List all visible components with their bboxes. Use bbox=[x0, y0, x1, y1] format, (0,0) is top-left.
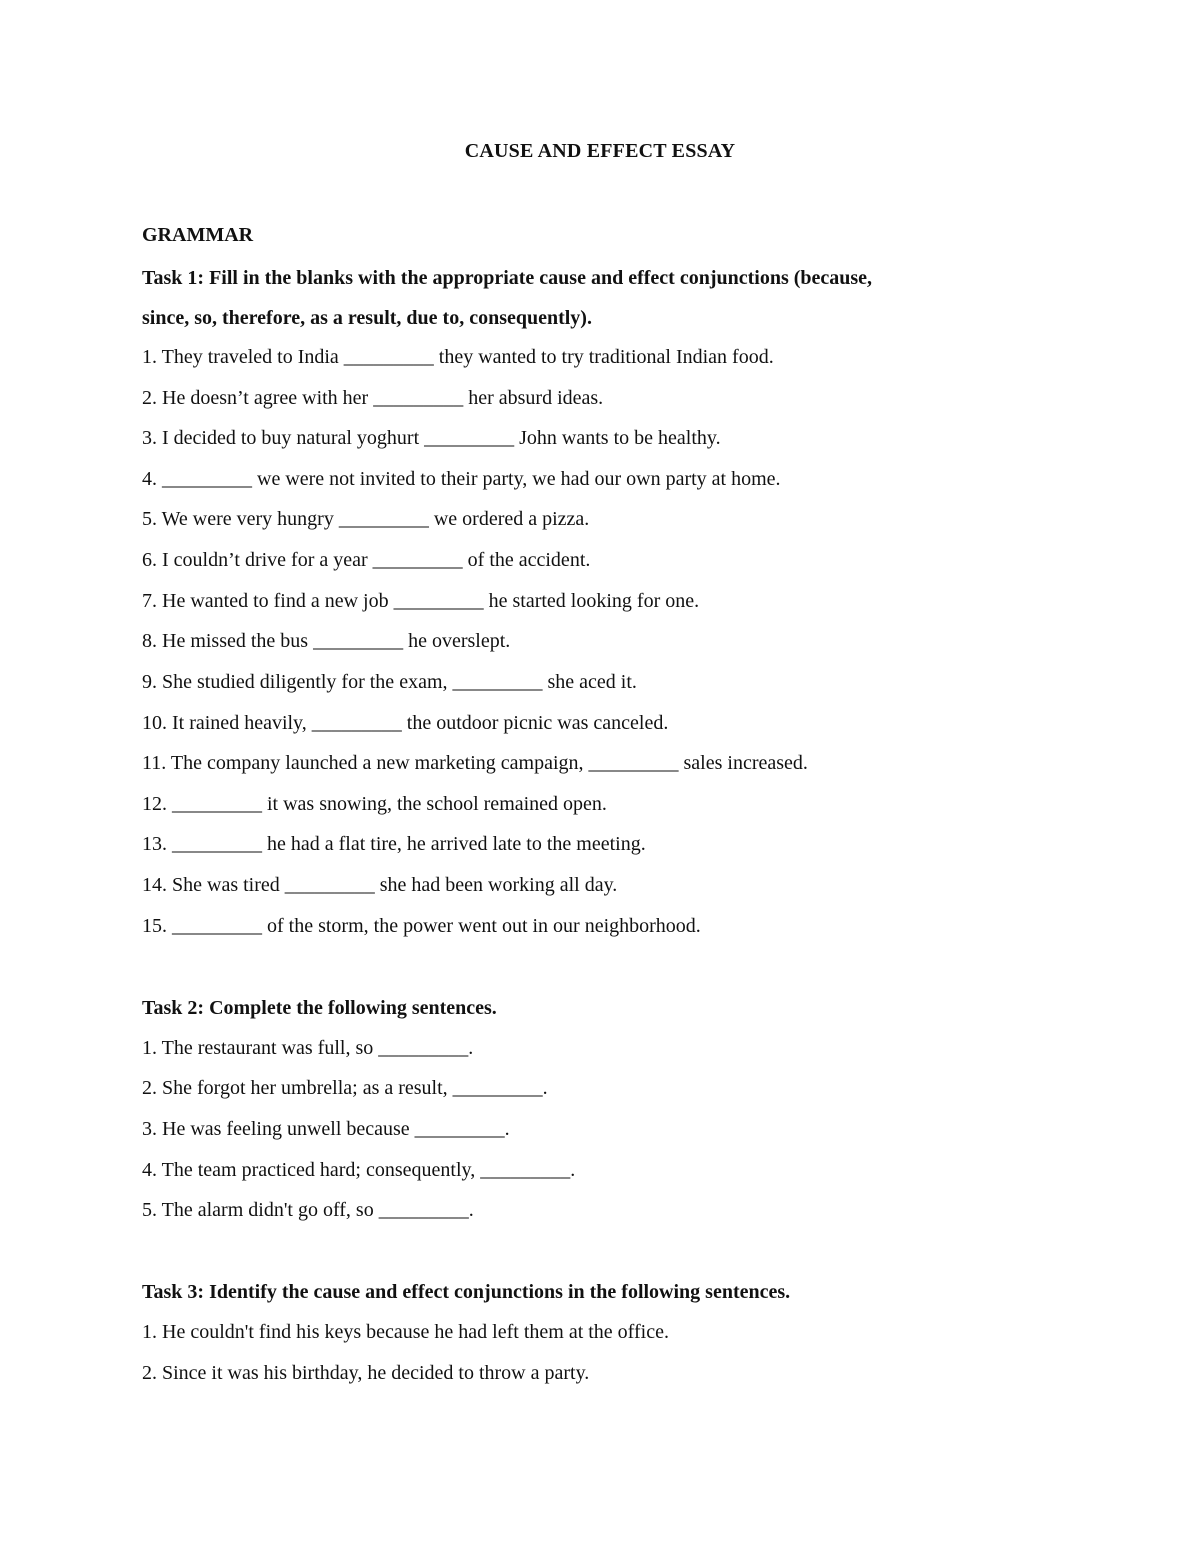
task3-heading: Task 3: Identify the cause and effect conjunctions in the following sentences. bbox=[142, 1281, 791, 1303]
task2-item: 5. The alarm didn't go off, so _________. bbox=[142, 1199, 474, 1221]
task1-item: 3. I decided to buy natural yoghurt _________ John wants to be healthy. bbox=[142, 427, 721, 449]
task1-item: 10. It rained heavily, _________ the outdoor picnic was canceled. bbox=[142, 712, 669, 734]
task1-item: 2. He doesn’t agree with her _________ her absurd ideas. bbox=[142, 387, 604, 409]
task1-item: 12. _________ it was snowing, the school remained open. bbox=[142, 793, 607, 815]
task1-item: 4. _________ we were not invited to their party, we had our own party at home. bbox=[142, 468, 781, 490]
task1-item: 13. _________ he had a flat tire, he arrived late to the meeting. bbox=[142, 833, 646, 855]
task3-item: 1. He couldn't find his keys because he had left them at the office. bbox=[142, 1321, 669, 1343]
task1-item: 8. He missed the bus _________ he overslept. bbox=[142, 630, 511, 652]
task1-item: 15. _________ of the storm, the power went out in our neighborhood. bbox=[142, 915, 701, 937]
task1-heading-line1: Task 1: Fill in the blanks with the appropriate cause and effect conjunctions (because, bbox=[142, 267, 873, 289]
task1-heading-line2: since, so, therefore, as a result, due to, consequently). bbox=[142, 307, 592, 329]
task1-item: 6. I couldn’t drive for a year _________ of the accident. bbox=[142, 549, 591, 571]
task1-item: 5. We were very hungry _________ we ordered a pizza. bbox=[142, 508, 590, 530]
task3-item: 2. Since it was his birthday, he decided to throw a party. bbox=[142, 1362, 590, 1384]
task2-heading: Task 2: Complete the following sentences. bbox=[142, 997, 497, 1019]
section-heading-grammar: GRAMMAR bbox=[142, 224, 254, 246]
task2-item: 3. He was feeling unwell because _________. bbox=[142, 1118, 510, 1140]
document-title: CAUSE AND EFFECT ESSAY bbox=[464, 140, 736, 162]
task1-item: 9. She studied diligently for the exam, _________ she aced it. bbox=[142, 671, 637, 693]
task1-item: 1. They traveled to India _________ they wanted to try traditional Indian food. bbox=[142, 346, 774, 368]
task1-item: 14. She was tired _________ she had been working all day. bbox=[142, 874, 618, 896]
task2-item: 2. She forgot her umbrella; as a result, _________. bbox=[142, 1077, 548, 1099]
task2-item: 1. The restaurant was full, so _________. bbox=[142, 1037, 474, 1059]
task1-item: 11. The company launched a new marketing campaign, _________ sales increased. bbox=[142, 752, 808, 774]
task2-item: 4. The team practiced hard; consequently, _________. bbox=[142, 1159, 576, 1181]
task1-item: 7. He wanted to find a new job _________ he started looking for one. bbox=[142, 590, 700, 612]
